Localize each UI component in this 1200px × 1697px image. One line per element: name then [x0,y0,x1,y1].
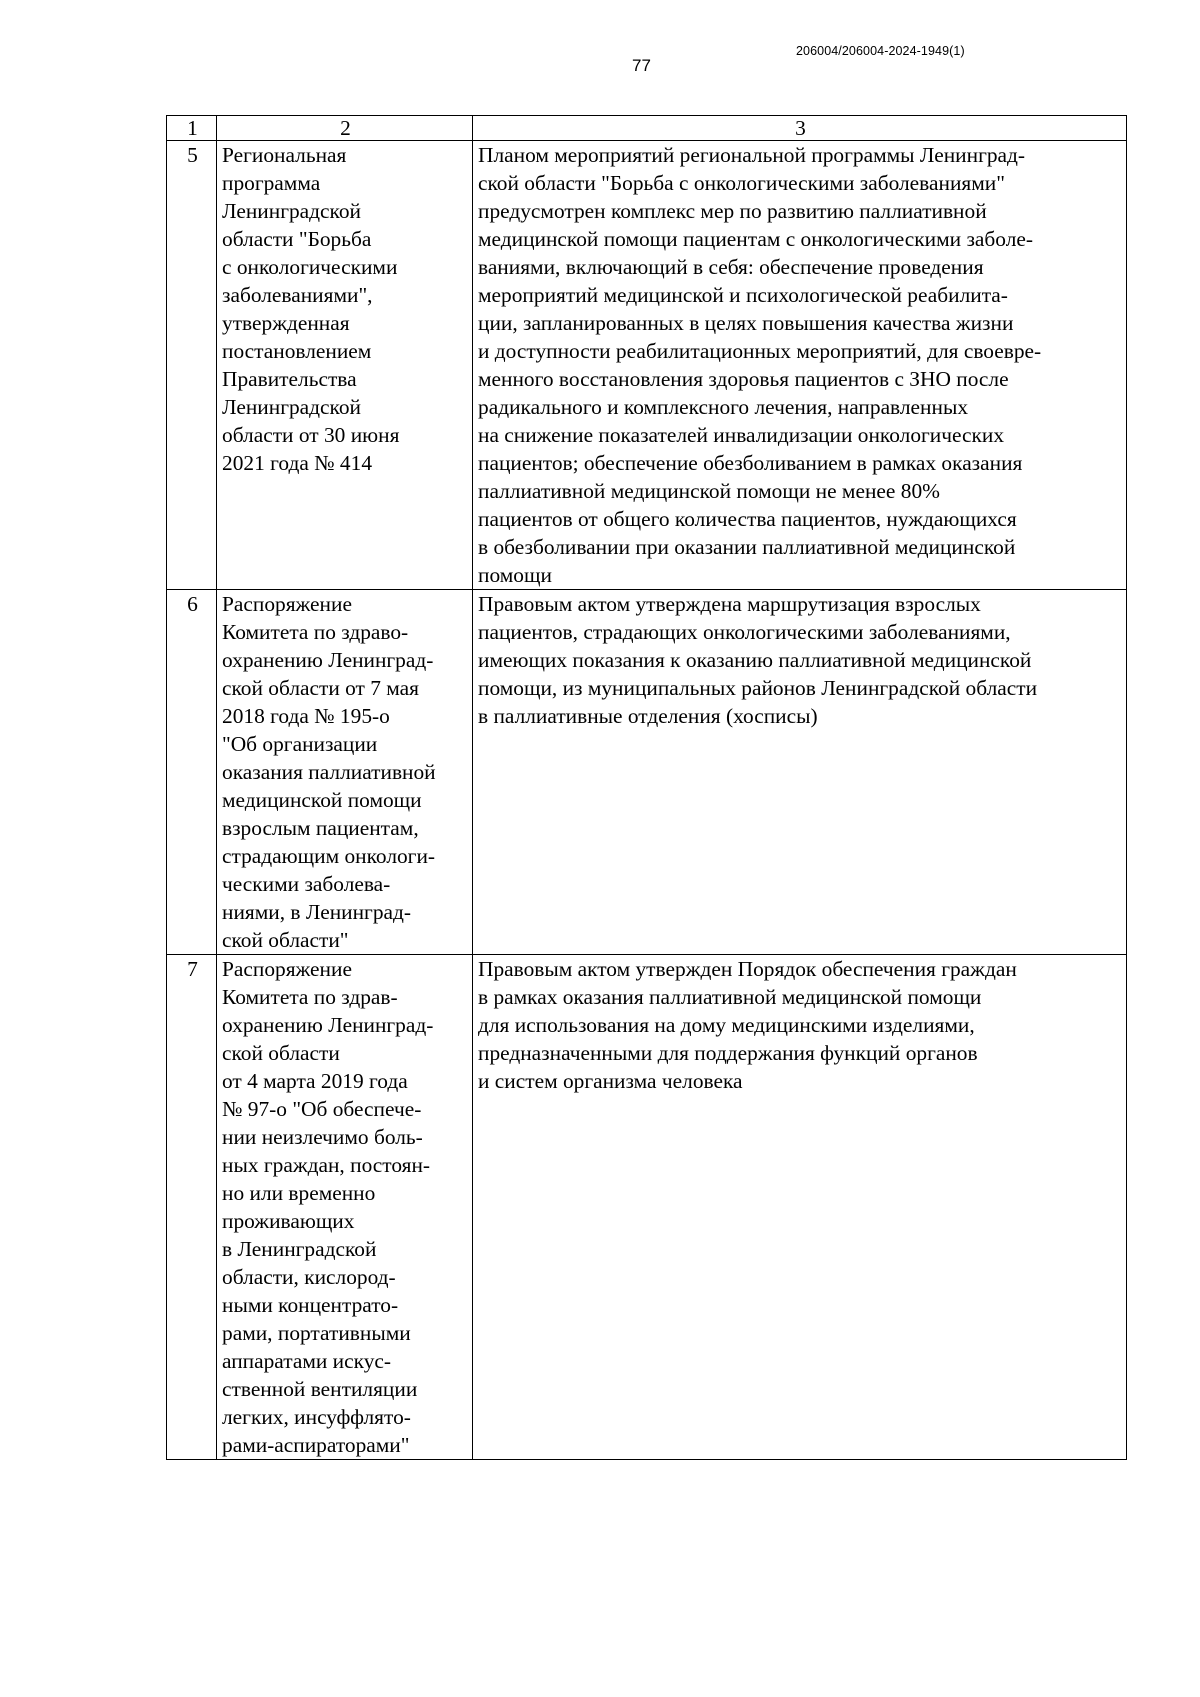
table-row [167,141,1127,590]
description-line: на снижение показателей инвалидизации онкологических [478,423,1005,447]
document-line: ческими заболева- [222,872,391,896]
description-line: пациентов от общего количества пациентов, нуждающихся [478,507,1017,531]
document-line: охранению Ленинград- [222,648,434,672]
column-header-2: 2 [217,116,473,141]
description-line: Правовым актом утверждена маршрутизация взрослых [478,592,981,616]
description-line: пациентов; обеспечение обезболиванием в рамках оказания [478,451,1023,475]
document-line: нии неизлечимо боль- [222,1125,423,1149]
document-line: ных граждан, постоян- [222,1153,431,1177]
description-line: и систем организма человека [478,1069,743,1093]
document-line: Региональная [222,143,347,167]
row-number: 6 [167,590,217,955]
document-line: области, кислород- [222,1265,396,1289]
description-line: и доступности реабилитационных мероприятий, для своевре- [478,339,1042,363]
description-line: в паллиативные отделения (хосписы) [478,704,818,728]
document-line: ской области от 7 мая [222,676,420,700]
document-line: Правительства [222,367,357,391]
document-line: охранению Ленинград- [222,1013,434,1037]
document-line: от 4 марта 2019 года [222,1069,408,1093]
column-header-3: 3 [473,116,1127,141]
document-line: Ленинградской [222,395,361,419]
document-line: с онкологическими [222,255,398,279]
description-line: медицинской помощи пациентам с онкологическими заболе- [478,227,1033,251]
description-line: паллиативной медицинской помощи не менее 80% [478,479,940,503]
document-line: рами, портативными [222,1321,411,1345]
description-line: предназначенными для поддержания функций органов [478,1041,978,1065]
document-line: в Ленинградской [222,1237,377,1261]
description-line: Планом мероприятий региональной программы Ленинград- [478,143,1026,167]
document-line: 2018 года № 195-о [222,704,390,728]
document-line: легких, инсуффлято- [222,1405,411,1429]
document-line: Ленинградской [222,199,361,223]
description-cell [473,141,1127,590]
page-number: 77 [632,56,651,75]
document-cell [217,141,473,590]
column-header-1: 1 [167,116,217,141]
document-line: программа [222,171,321,195]
document-cell [217,590,473,955]
document-table [166,115,1127,1460]
document-line: аппаратами искус- [222,1349,392,1373]
description-cell [473,590,1127,955]
document-line: оказания паллиативной [222,760,436,784]
document-line: постановлением [222,339,372,363]
document-line: Комитета по здраво- [222,620,409,644]
description-line: ции, запланированных в целях повышения качества жизни [478,311,1014,335]
description-line: помощи, из муниципальных районов Ленинградской области [478,676,1038,700]
document-line: страдающим онкологи- [222,844,436,868]
document-line: Распоряжение [222,957,352,981]
document-line: утвержденная [222,311,350,335]
table-row [167,590,1127,955]
description-line: помощи [478,563,552,587]
document-line: ской области [222,1041,340,1065]
document-line: но или временно [222,1181,376,1205]
description-line: Правовым актом утвержден Порядок обеспечения граждан [478,957,1017,981]
document-line: рами-аспираторами" [222,1433,410,1457]
document-line: медицинской помощи [222,788,422,812]
description-line: мероприятий медицинской и психологической реабилита- [478,283,1008,307]
description-cell [473,955,1127,1460]
row-number: 5 [167,141,217,590]
table-row [167,955,1127,1460]
document-line: заболеваниями", [222,283,373,307]
table-header-row [167,116,1127,141]
description-line: радикального и комплексного лечения, направленных [478,395,969,419]
document-line: 2021 года № 414 [222,451,373,475]
description-line: в рамках оказания паллиативной медицинской помощи [478,985,982,1009]
description-line: предусмотрен комплекс мер по развитию паллиативной [478,199,987,223]
document-line: Распоряжение [222,592,352,616]
document-line: области от 30 июня [222,423,400,447]
document-line: ственной вентиляции [222,1377,418,1401]
document-line: ными концентрато- [222,1293,399,1317]
description-line: ваниями, включающий в себя: обеспечение проведения [478,255,984,279]
description-line: ской области "Борьба с онкологическими заболеваниями" [478,171,1005,195]
document-line: области "Борьба [222,227,372,251]
document-line: проживающих [222,1209,355,1233]
document-line: "Об организации [222,732,378,756]
description-line: в обезболивании при оказании паллиативной медицинской [478,535,1016,559]
description-line: пациентов, страдающих онкологическими заболеваниями, [478,620,1011,644]
document-line: № 97-о "Об обеспече- [222,1097,422,1121]
document-id: 206004/206004-2024-1949(1) [796,44,965,58]
document-line: взрослым пациентам, [222,816,419,840]
row-number: 7 [167,955,217,1460]
document-line: ниями, в Ленинград- [222,900,412,924]
document-line: ской области" [222,928,349,952]
document-cell [217,955,473,1460]
description-line: имеющих показания к оказанию паллиативной медицинской [478,648,1032,672]
document-line: Комитета по здрав- [222,985,398,1009]
description-line: для использования на дому медицинскими изделиями, [478,1013,975,1037]
description-line: менного восстановления здоровья пациентов с ЗНО после [478,367,1009,391]
